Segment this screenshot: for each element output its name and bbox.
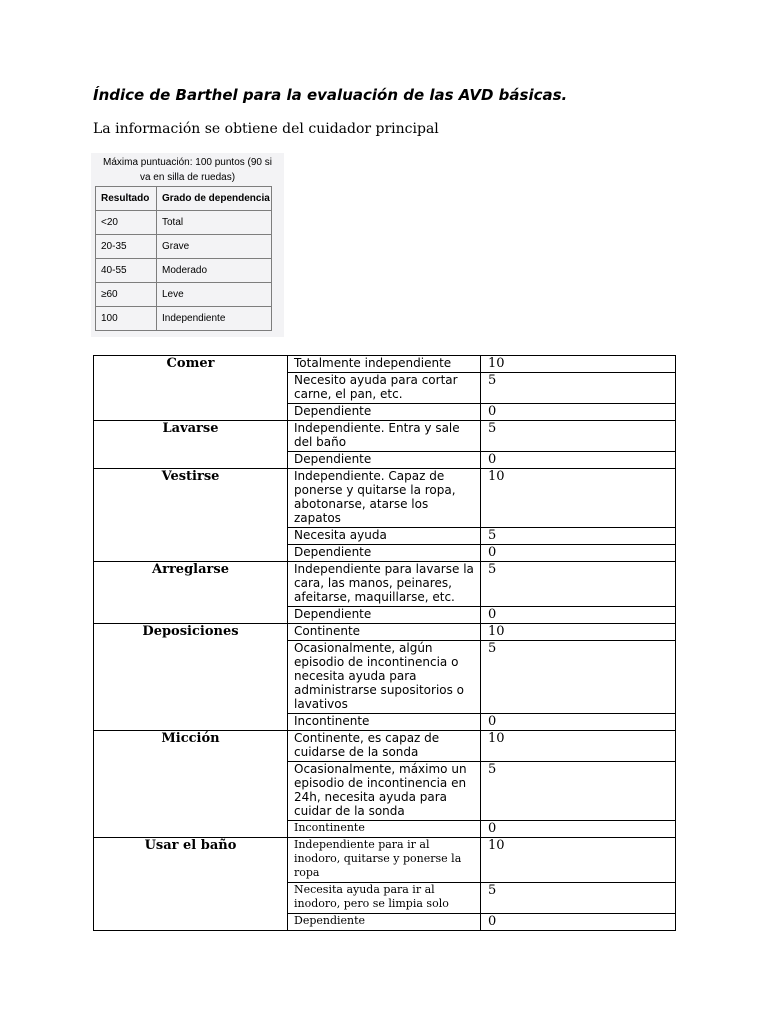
activity-points: 5 [481,421,676,452]
activity-name: Comer [94,356,288,421]
score-grade-cell: Leve [157,283,272,307]
activity-description: Independiente para ir al inodoro, quitarse y ponerse la ropa [288,838,481,883]
activity-description: Necesita ayuda para ir al inodoro, pero se limpia solo [288,883,481,914]
activity-row [94,421,676,452]
document-subtitle: La información se obtiene del cuidador principal [93,121,439,137]
score-table-row [96,211,272,235]
activity-name: Micción [94,731,288,838]
activity-points: 0 [481,545,676,562]
activity-points: 5 [481,373,676,404]
activity-points: 5 [481,562,676,607]
activity-row [94,731,676,762]
score-table-row [96,235,272,259]
activity-name: Arreglarse [94,562,288,624]
activity-points: 10 [481,469,676,528]
activity-name: Lavarse [94,421,288,469]
activity-points: 5 [481,762,676,821]
activity-description: Continente [288,624,481,641]
score-table-row [96,307,272,331]
score-grade-cell: Grave [157,235,272,259]
activity-points: 10 [481,731,676,762]
score-table [95,186,272,331]
activity-description: Necesito ayuda para cortar carne, el pan, etc. [288,373,481,404]
activity-description: Dependiente [288,545,481,562]
score-header-result: Resultado [96,187,157,211]
activity-description: Dependiente [288,404,481,421]
score-result-cell: 20-35 [96,235,157,259]
activity-name: Usar el baño [94,838,288,931]
activity-points: 5 [481,528,676,545]
activity-row [94,356,676,373]
score-grade-cell: Moderado [157,259,272,283]
score-table-header [96,187,272,211]
score-result-cell: <20 [96,211,157,235]
activity-points: 5 [481,883,676,914]
activity-description: Independiente para lavarse la cara, las manos, peinares, afeitarse, maquillarse, etc. [288,562,481,607]
activity-name: Deposiciones [94,624,288,731]
activity-description: Independiente. Capaz de ponerse y quitarse la ropa, abotonarse, atarse los zapatos [288,469,481,528]
activity-description: Dependiente [288,452,481,469]
score-grade-cell: Independiente [157,307,272,331]
activity-description: Dependiente [288,607,481,624]
activity-description: Ocasionalmente, máximo un episodio de incontinencia en 24h, necesita ayuda para cuidar de la sonda [288,762,481,821]
activity-points: 0 [481,714,676,731]
activity-points: 10 [481,356,676,373]
score-caption-line1: Máxima puntuación: 100 puntos (90 si [103,157,272,168]
score-table-row [96,283,272,307]
score-grade-cell: Total [157,211,272,235]
activity-row [94,562,676,607]
activity-points: 0 [481,404,676,421]
activity-description: Necesita ayuda [288,528,481,545]
score-caption-line2: va en silla de ruedas) [139,171,236,183]
activity-description: Incontinente [288,714,481,731]
barthel-table [93,355,676,931]
activity-points: 0 [481,914,676,931]
score-result-cell: ≥60 [96,283,157,307]
activity-description: Continente, es capaz de cuidarse de la sonda [288,731,481,762]
score-result-cell: 100 [96,307,157,331]
activity-points: 0 [481,821,676,838]
score-result-cell: 40-55 [96,259,157,283]
activity-description: Independiente. Entra y sale del baño [288,421,481,452]
activity-description: Ocasionalmente, algún episodio de incontinencia o necesita ayuda para administrarse supositorios o lavativos [288,641,481,714]
score-header-grade: Grado de dependencia [157,187,272,211]
activity-row [94,838,676,883]
activity-points: 0 [481,607,676,624]
activity-points: 5 [481,641,676,714]
activity-points: 10 [481,624,676,641]
document-title: Índice de Barthel para la evaluación de las AVD básicas. [93,86,568,104]
activity-description: Incontinente [288,821,481,838]
activity-row [94,624,676,641]
activity-description: Dependiente [288,914,481,931]
activity-description: Totalmente independiente [288,356,481,373]
score-table-row [96,259,272,283]
score-caption [91,156,284,185]
activity-name: Vestirse [94,469,288,562]
activity-row [94,469,676,528]
score-image [91,153,284,337]
activity-points: 0 [481,452,676,469]
activity-points: 10 [481,838,676,883]
